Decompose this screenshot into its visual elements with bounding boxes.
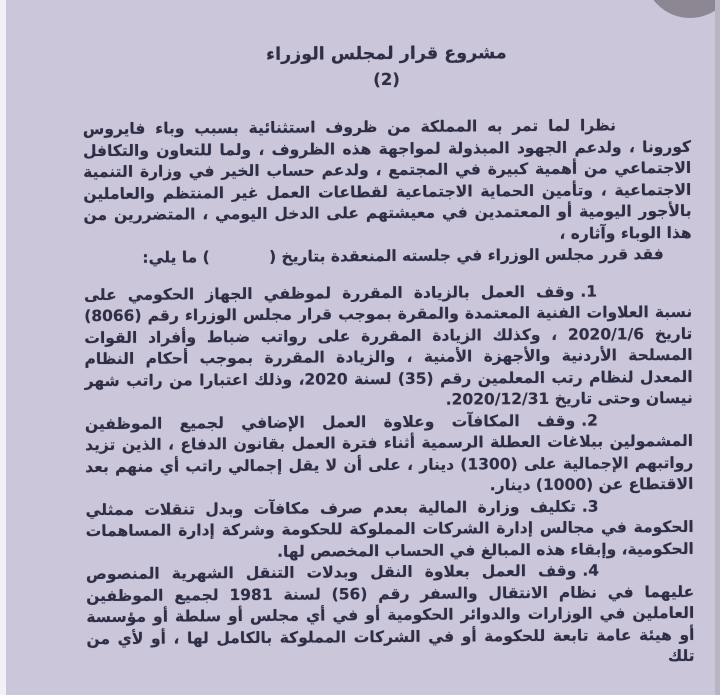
intro-paragraph: نظرا لما تمر به المملكة من ظروف استثنائية بسبب وباء فايروس كورونا ، ولدعم الجهود المبذولة لمواجهة هذه الظروف ، ولما للتعاون والتكافل الاجتماعي من أهمية كبيرة في المجتمع ، ولدعم حساب الخير في وزارة التنمية الاجتماعية ، وتأمين الحماية الاجتماعية لقطاعات العمل غير المنتظم والعاملين بالأجور اليومية أو المعتمدين في معيشتهم على الدخل اليومي ، المتضررين من هذا الوباء وآثاره ، (82, 116, 692, 243)
item-number: 2. (581, 411, 599, 430)
item-text: وقف العمل بالزيادة المقررة لموظفي الجهاز الحكومي على نسبة العلاوات الفنية المعتمدة والمقرة بموجب قرار مجلس الوزراء رقم (8066) تاريخ 2020/1/6 ، وكذلك الزيادة المقررة على رواتب ضباط وأفراد القوات المسلحة الأردنية والأجهزة الأمنية ، والزيادة المقررة بموجب أحكام النظام المعدل لنظام رتب المعلمين رقم (35) لسنة 2020، وذلك اعتبارا من راتب شهر نيسان وحتى تاريخ 2020/12/31. (83, 282, 693, 409)
decision-line: فقد قرر مجلس الوزراء في جلسته المنعقدة بتاريخ ( ) ما يلي: (142, 245, 664, 267)
item-text: تكليف وزارة المالية بعدم صرف مكافآت وبدل تنقلات ممثلي الحكومة في مجالس إدارة الشركات المملوكة للحكومة وشركة إدارة المساهمات الحكومية، وإبقاء هذه المبالغ في الحساب المخصص لها. (85, 497, 694, 561)
document-title: مشروع قرار لمجلس الوزراء (266, 43, 507, 65)
item-number: 4. (582, 561, 600, 580)
document-subtitle: (2) (373, 69, 400, 89)
decree-item-3 (85, 495, 693, 564)
document-page (82, 0, 695, 672)
item-text: وقف المكافآت وعلاوة العمل الإضافي لجميع الموظفين المشمولين ببلاغات العطلة الرسمية أثناء فترة العمل بقانون الدفاع ، الذين تزيد رواتبهم الإجمالية على (1300) دينار ، على أن لا يقل إجمالي راتب أي منهم بعد الاقتطاع عن (1000) دينار. (84, 411, 694, 495)
decree-item-4 (86, 560, 695, 672)
item-number: 1. (580, 282, 598, 301)
decree-item-1 (84, 280, 693, 413)
decree-items-list (84, 280, 695, 671)
decree-item-2 (85, 409, 694, 499)
photo-right-edge (715, 0, 720, 695)
photo-left-edge (0, 0, 6, 695)
item-number: 3. (581, 497, 599, 516)
item-text: وقف العمل بعلاوة النقل وبدلات التنقل الشهرية المنصوص عليهما في نظام الانتقال والسفر رقم (56) لسنة 1981 لجميع الموظفين العاملين في الوزارات والدوائر الحكومية أو في أي مجلس أو سلطة أو مؤسسة أو هيئة عامة تابعة للحكومة أو في الشركات المملوكة بالكامل لها ، أو لأي من تلك (85, 561, 695, 666)
